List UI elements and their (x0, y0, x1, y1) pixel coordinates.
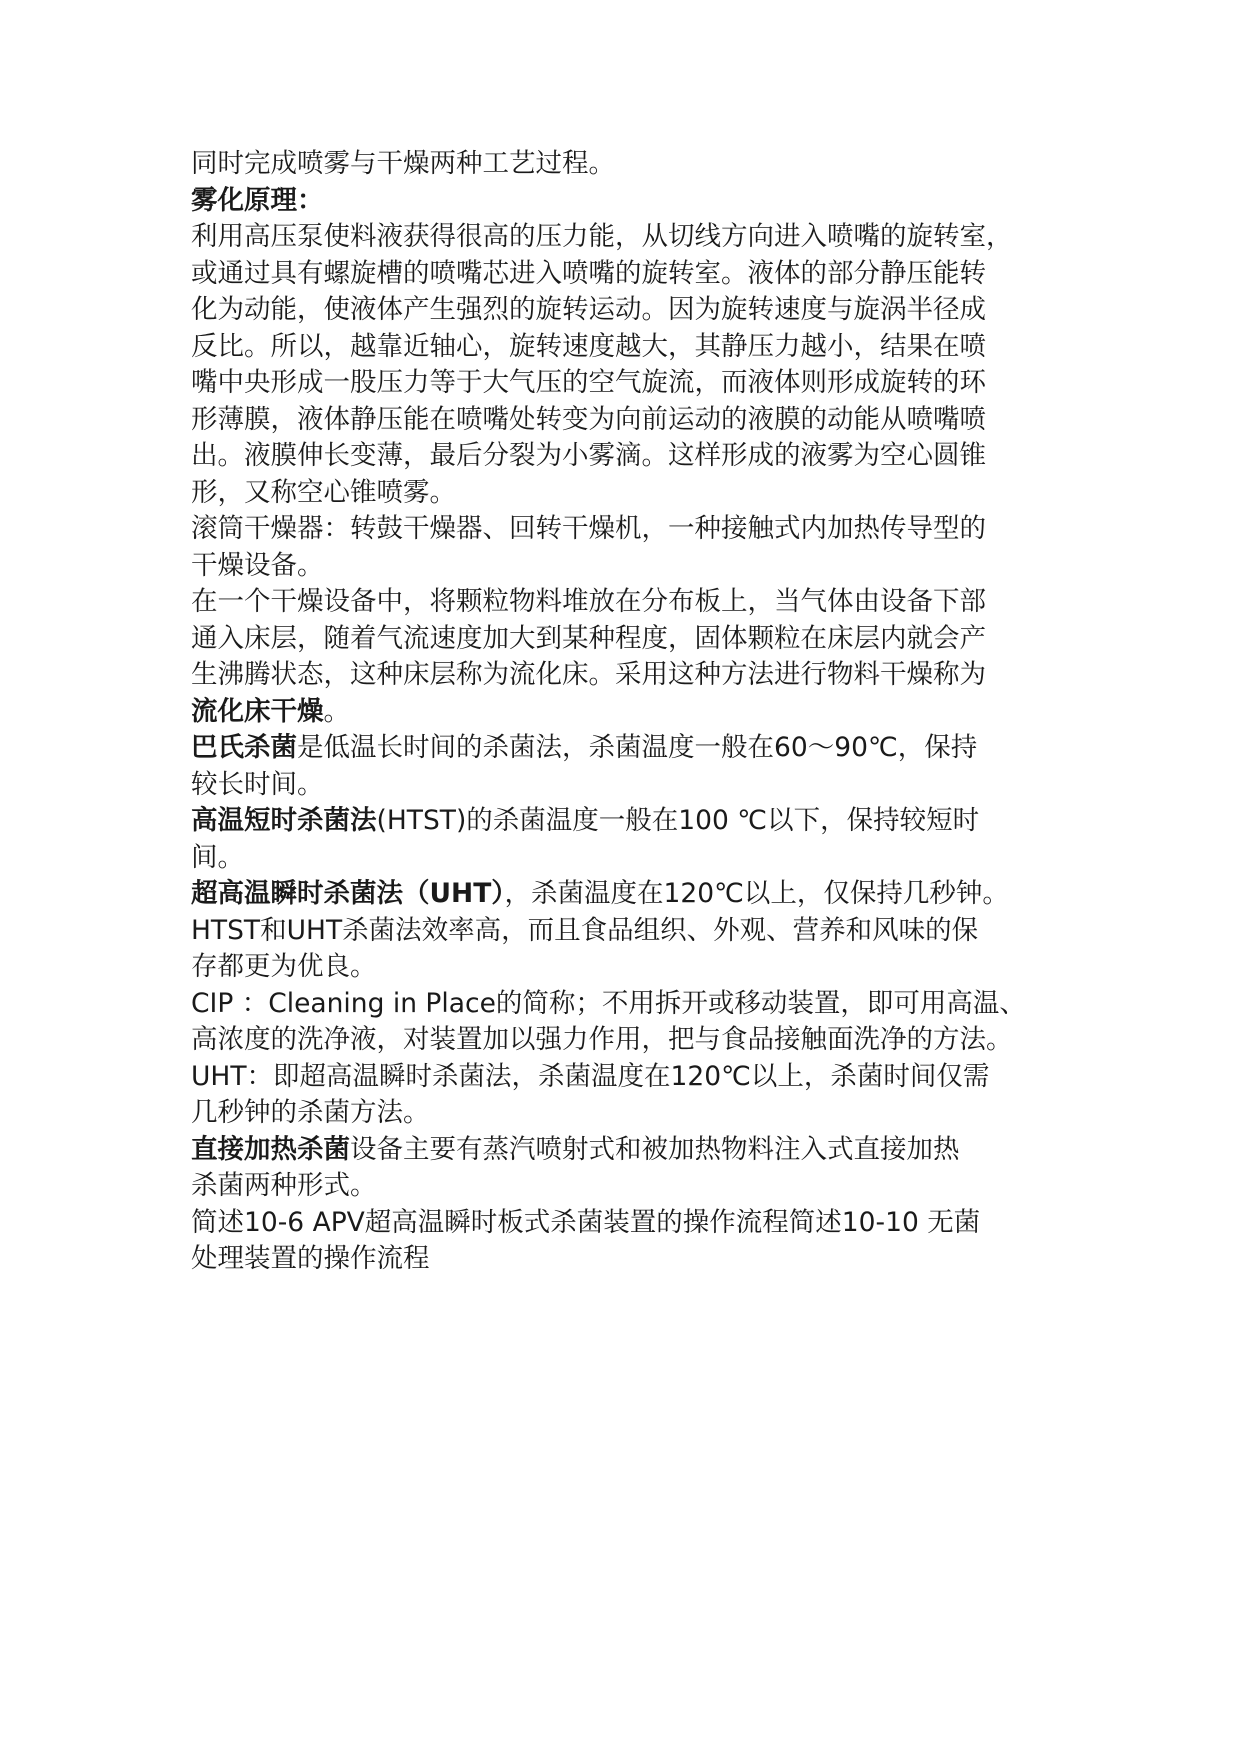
text-line (191, 402, 1071, 439)
text-line (191, 1095, 1071, 1132)
text-span: 利用高压泵使料液获得很高的压力能，从切线方向进入喷嘴的旋转室， (191, 221, 1013, 252)
bold-term: 流化床干燥 (191, 695, 324, 727)
text-span: 出。液膜伸长变薄，最后分裂为小雾滴。这样形成的液雾为空心圆锥 (191, 440, 986, 471)
text-line (191, 767, 1071, 804)
text-line (191, 1241, 1071, 1278)
text-span: 形，又称空心锥喷雾。 (191, 476, 456, 508)
text-span: 简述10-6 APV超高温瞬时板式杀菌装置的操作流程简述10-10 无菌 (191, 1206, 981, 1238)
text-line (191, 621, 1071, 658)
text-span: 较长时间。 (191, 768, 324, 800)
document-body (191, 146, 1071, 1278)
text-line (191, 146, 1071, 183)
bold-term: 超高温瞬时杀菌法（UHT） (191, 878, 505, 909)
text-line (191, 511, 1071, 548)
text-line (191, 365, 1071, 402)
text-line (191, 292, 1071, 329)
text-span: 处理装置的操作流程 (191, 1243, 430, 1274)
text-line (191, 475, 1071, 512)
text-line (191, 183, 1071, 220)
text-span: 通入床层，随着气流速度加大到某种程度，固体颗粒在床层内就会产 (191, 622, 986, 654)
text-line (191, 1022, 1071, 1059)
text-span: ，杀菌温度在120℃以上，仅保持几秒钟。 (504, 878, 1009, 909)
text-span: 在一个干燥设备中，将颗粒物料堆放在分布板上，当气体由设备下部 (191, 586, 986, 617)
text-line (191, 584, 1071, 621)
text-span: 或通过具有螺旋槽的喷嘴芯进入喷嘴的旋转室。液体的部分静压能转 (191, 257, 986, 289)
bold-term: 高温短时杀菌法 (191, 805, 377, 836)
text-span: 存都更为优良。 (191, 951, 377, 982)
text-line (191, 876, 1071, 913)
text-span: 设备主要有蒸汽喷射式和被加热物料注入式直接加热 (350, 1133, 960, 1165)
text-line (191, 219, 1071, 256)
text-line (191, 986, 1071, 1023)
text-line (191, 913, 1071, 950)
text-line (191, 329, 1071, 366)
text-line (191, 730, 1071, 767)
text-line (191, 1059, 1071, 1096)
bold-term: 巴氏杀菌 (191, 732, 297, 763)
text-span: 反比。所以，越靠近轴心，旋转速度越大，其静压力越小，结果在喷 (191, 330, 986, 362)
text-line (191, 1205, 1071, 1242)
text-span: 是低温长时间的杀菌法，杀菌温度一般在60～90℃，保持 (297, 732, 978, 763)
text-line (191, 840, 1071, 877)
text-span: 化为动能，使液体产生强烈的旋转运动。因为旋转速度与旋涡半径成 (191, 294, 986, 325)
text-span: 间。 (191, 841, 244, 873)
text-span: 形薄膜，液体静压能在喷嘴处转变为向前运动的液膜的动能从喷嘴喷 (191, 403, 986, 435)
text-span: 同时完成喷雾与干燥两种工艺过程。 (191, 148, 615, 179)
text-span: 滚筒干燥器：转鼓干燥器、回转干燥机，一种接触式内加热传导型的 (191, 513, 986, 544)
text-span: 几秒钟的杀菌方法。 (191, 1097, 430, 1128)
text-span: UHT：即超高温瞬时杀菌法，杀菌温度在120℃以上，杀菌时间仅需 (191, 1060, 990, 1092)
text-span: 。 (323, 695, 350, 727)
text-line (191, 438, 1071, 475)
text-line (191, 548, 1071, 585)
text-line (191, 694, 1071, 731)
text-span: (HTST)的杀菌温度一般在100 ℃以下，保持较短时 (376, 805, 980, 836)
text-span: 生沸腾状态，这种床层称为流化床。采用这种方法进行物料干燥称为 (191, 659, 986, 690)
bold-term: 直接加热杀菌 (191, 1133, 350, 1165)
text-span: HTST和UHT杀菌法效率高，而且食品组织、外观、营养和风味的保 (191, 914, 979, 946)
text-line (191, 1132, 1071, 1169)
text-span: 高浓度的洗净液，对装置加以强力作用，把与食品接触面洗净的方法。 (191, 1024, 1013, 1055)
text-line (191, 803, 1071, 840)
text-line (191, 256, 1071, 293)
text-span: CIP ：Cleaning in Place的简称；不用拆开或移动装置，即可用高温、 (191, 987, 1026, 1019)
text-line (191, 657, 1071, 694)
text-span: 干燥设备。 (191, 549, 324, 581)
text-span: 嘴中央形成一股压力等于大气压的空气旋流，而液体则形成旋转的环 (191, 367, 986, 398)
text-span: 杀菌两种形式。 (191, 1170, 377, 1201)
text-line (191, 949, 1071, 986)
text-line (191, 1168, 1071, 1205)
bold-term: 雾化原理： (191, 184, 324, 216)
